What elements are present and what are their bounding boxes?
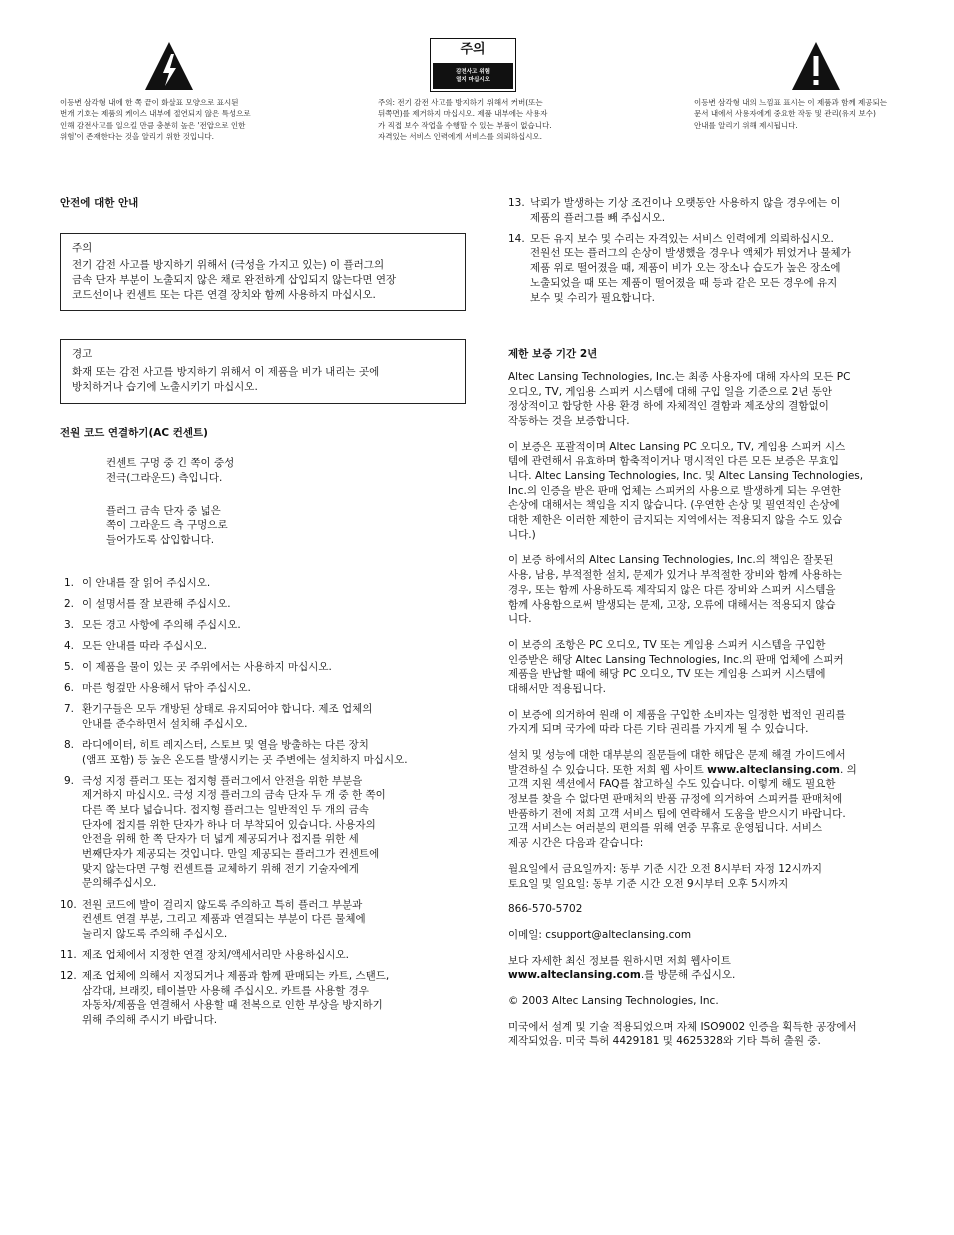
- instruction-list: [60, 576, 466, 1028]
- caution-label-subtitle: 감전사고 위험 열지 마십시오: [433, 63, 513, 89]
- list-item-text: 전원 코드에 발이 걸리지 않도록 주의하고 특히 플러그 부분과 컨센트 연결 부분, 그리고 제품과 연결되는 부분이 다른 물체에 눌리지 않도록 주의해 주십시오.: [82, 898, 366, 940]
- warranty-paragraph-2: 이 보증은 포괄적이며 Altec Lansing PC 오디오, TV, 게임용 스피커 시스 템에 관련해서 유효하며 함축적이거나 명시적인 다른 모든 보증은 무효입 니다. Altec Lansing Technologies, Inc. 및 Altec Lansing Technologies, Inc.의 인증을 받은 판매 업체는 스피커의 사용으로 발생하게 되는 우연한 손상에 대해서는 책임을 지지 않습니다. (우연한 손상 및 필연적인 손상에 대한 제한은 이러한 제한이 금지되는 지역에서는 적용되지 않을 수도 있습 니다.): [508, 440, 864, 541]
- website-link-2[interactable]: www.alteclansing.com: [508, 969, 641, 982]
- list-item-text: 환기구들은 모두 개방된 상태로 유지되어야 합니다. 제조 업체의 안내를 준수하면서 설치해 주십시오.: [82, 703, 373, 730]
- caution-label: [430, 38, 516, 92]
- list-item-number: 14.: [508, 232, 525, 245]
- list-item: [60, 702, 466, 731]
- caution-symbol-text: 주의: 전기 감전 사고를 방지하기 위해서 커버(또는 뒤쪽면)를 제거하지 마십시오. 제품 내부에는 사용자 가 직접 보수 작업을 수행할 수 있는 부품이 없습니다. 자격있는 서비스 인력에게 서비스를 의뢰하십시오.: [378, 98, 552, 141]
- website-text-b: .를 방문해 주십시오.: [640, 969, 736, 982]
- caution-label-title: 주의: [460, 42, 486, 57]
- list-item-text: 라디에이터, 히트 레지스터, 스토브 및 열을 방출하는 다른 장치 (앰프 포함) 등 높은 온도를 발생시키는 곳 주변에는 설치하지 마십시오.: [82, 738, 408, 766]
- plug-text-1: 컨센트 구멍 중 긴 쪽이 중성 전극(그라운드) 측입니다.: [106, 457, 235, 484]
- list-item: [60, 597, 466, 612]
- list-item: [60, 639, 466, 654]
- list-item-number: 12.: [60, 970, 77, 983]
- caution-box-title: 주의: [72, 241, 93, 254]
- list-item-text: 이 제품을 물이 있는 곳 주위에서는 사용하지 마십시오.: [82, 660, 332, 673]
- list-item-number: 5.: [63, 660, 74, 673]
- list-item-text: 이 안내를 잘 읽어 주십시오.: [82, 576, 211, 589]
- exclamation-warning-icon: [790, 40, 842, 92]
- list-item-number: 6.: [63, 682, 74, 695]
- website-link[interactable]: www.alteclansing.com: [707, 763, 840, 776]
- footer-note: 미국에서 설계 및 기술 적용되었으며 자체 ISO9002 인증을 획득한 공장에서 제작되었음. 미국 특허 4429181 및 4625328와 기타 특허 출원 중.: [508, 1020, 857, 1048]
- website-text-a: 보다 자세한 최신 정보를 원하시면 저희 웹사이트: [508, 954, 731, 967]
- support-email: 이메일: csupport@alteclansing.com: [508, 928, 692, 941]
- caution-box: [60, 233, 466, 312]
- list-item: [60, 969, 466, 1028]
- list-item-text: 낙뢰가 발생하는 기상 조건이나 오랫동안 사용하지 않을 경우에는 이 제품의 플러그를 빼 주십시오.: [530, 197, 841, 224]
- exclamation-symbol-text: 이등변 삼각형 내의 느낌표 표시는 이 제품과 함께 제공되는 문서 내에서 사용자에게 중요한 작동 및 관리(유지 보수) 안내를 알리기 위해 제시됩니다.: [694, 98, 887, 130]
- list-item-number: 13.: [508, 197, 525, 209]
- list-item: [60, 898, 466, 942]
- copyright: © 2003 Altec Lansing Technologies, Inc.: [508, 994, 719, 1007]
- list-item-number: 10.: [60, 898, 77, 911]
- list-item-text: 이 설명서를 잘 보관해 주십시오.: [82, 597, 231, 610]
- list-item-number: 11.: [60, 948, 77, 961]
- list-item-text: 모든 안내를 따라 주십시오.: [82, 639, 207, 652]
- list-item-number: 7.: [63, 703, 74, 716]
- support-phone: 866-570-5702: [508, 903, 583, 916]
- list-item: [60, 738, 466, 767]
- warranty-paragraph-1: Altec Lansing Technologies, Inc.는 최종 사용자에 대해 자사의 모든 PC 오디오, TV, 게임용 스피커 시스템에 대해 구입 일을 기준으로 2년 동안 정상적이고 합당한 사용 환경 하에 자체적인 결함과 제조상의 결함없이 작동하는 것을 보증합니다.: [508, 370, 851, 427]
- support-text-b: . 의 고객 지원 섹션에서 FAQ를 참고하실 수도 있습니다. 이렇게 해도 필요한 정보를 찾을 수 없다면 판매처의 반품 규정에 의거하여 스피커를 판매처에 반품하기 전에 저희 고객 서비스 팀에 연락해서 도움을 받으시기 바랍니다. 고객 서비스는 여러분의 편의를 위해 연중 무휴로 운영됩니다. 서비스 제공 시간은 다음과 같습니다:: [508, 763, 857, 850]
- warning-box: [60, 339, 466, 403]
- list-item-text: 극성 지정 플러그 또는 접지형 플러그에서 안전을 위한 부분을 제거하지 마십시오. 극성 지정 플러그의 금속 단자 두 개 중 한 쪽이 다른 쪽 보다 넓습니다. 접지형 플러그는 일반적인 두 개의 금속 단자에 접지를 위한 단자가 하나 더 부착되어 있습니다. 사용자의 안전을 위해 한 쪽 단자가 더 넓게 제공되거나 접지를 위한 세 번째단자가 제공되는 것입니다. 만일 제공되는 플러그가 컨센트에 맞지 않는다면 구형 컨센트를 교체하기 위해 전기 기술자에게 문의해주십시오.: [82, 774, 386, 890]
- list-item: [60, 948, 466, 963]
- warning-box-title: 경고: [72, 348, 93, 361]
- list-item: [60, 660, 466, 675]
- list-item-number: 8.: [63, 738, 74, 751]
- support-hours: 월요일에서 금요일까지: 동부 기준 시간 오전 8시부터 자정 12시까지 토요일 및 일요일: 동부 기준 시간 오전 9시부터 오후 5시까지: [508, 862, 822, 890]
- warranty-paragraph-5: 이 보증에 의거하여 원래 이 제품을 구입한 소비자는 일정한 법적인 권리를 가지게 되며 국가에 따라 다른 기타 권리를 가지게 될 수 있습니다.: [508, 708, 846, 736]
- instruction-list-continued: [508, 196, 918, 305]
- list-item: [508, 232, 918, 305]
- list-item-text: 마른 헝겊만 사용해서 닦아 주십시오.: [82, 682, 251, 695]
- list-item-number: 2.: [63, 597, 74, 610]
- list-item: [60, 774, 466, 892]
- list-item-text: 모든 경고 사항에 주의해 주십시오.: [82, 618, 241, 631]
- list-item: [60, 681, 466, 696]
- support-text-a: 설치 및 성능에 대한 대부분의 질문들에 대한 해답은 문제 해결 가이드에서 발견하실 수 있습니다. 또한 저희 웹 사이트: [508, 749, 846, 776]
- lightning-warning-icon: [143, 40, 195, 92]
- support-paragraph: [508, 748, 918, 851]
- list-item-number: 9.: [63, 774, 74, 787]
- list-item-text: 모든 유지 보수 및 수리는 자격있는 서비스 인력에게 의뢰하십시오. 전원선 또는 플러그의 손상이 발생했을 경우나 액체가 튀었거나 물체가 제품 위로 떨어졌을 때, 제품이 비가 오는 장소나 습도가 높은 장소에 노출되었을 때 또는 제품이 떨어졌을 때 등과 같은 모든 경우에 유지 보수 및 수리가 필요합니다.: [530, 232, 851, 304]
- list-item-text: 제조 업체에 의해서 지정되거나 제품과 함께 판매되는 카트, 스탠드, 삼각대, 브래킷, 테이블만 사용해 주십시오. 카트를 사용할 경우 자동차/제품을 연결해서 사용할 때 전복으로 인한 부상을 방지하기 위해 주의해 주시기 바랍니다.: [82, 970, 390, 1027]
- safety-title: 안전에 대한 안내: [60, 197, 139, 209]
- plug-text-2: 플러그 금속 단자 중 넓은 쪽이 그라운드 측 구멍으로 들어가도록 삽입합니다.: [106, 504, 228, 546]
- website-paragraph: [508, 954, 918, 983]
- list-item-number: 4.: [63, 639, 74, 652]
- list-item: [60, 618, 466, 633]
- warranty-paragraph-3: 이 보증 하에서의 Altec Lansing Technologies, Inc.의 책임은 잘못된 사용, 남용, 부적절한 설치, 문제가 있거나 부적절한 장비와 함께 사용하는 경우, 또는 함께 사용하도록 제작되지 않은 다른 장비와 스피커 시스템을 함께 사용함으로써 발생되는 문제, 고장, 오류에 대해서는 적용되지 않습 니다.: [508, 554, 843, 626]
- list-item-number: 1.: [63, 576, 74, 589]
- warning-box-body: 화재 또는 감전 사고를 방지하기 위해서 이 제품을 비가 내리는 곳에 방치하거나 습기에 노출시키기 마십시오.: [72, 366, 380, 393]
- list-item: [60, 576, 466, 591]
- list-item: [508, 196, 918, 225]
- power-cord-title: 전원 코드 연결하기(AC 컨센트): [60, 426, 208, 439]
- list-item-text: 제조 업체에서 지정한 연결 장치/액세서리만 사용하십시오.: [82, 948, 349, 961]
- left-column: [60, 196, 466, 1034]
- warranty-paragraph-4: 이 보증의 조항은 PC 오디오, TV 또는 게임용 스피커 시스템을 구입한 인증받은 해당 Altec Lansing Technologies, Inc.의 판매 업체에 스피커 제품을 반납할 때에 해당 PC 오디오, TV 또는 게임용 스피커 시스템에 대해서만 적용됩니다.: [508, 638, 844, 695]
- warranty-title: 제한 보증 기간 2년: [508, 348, 598, 361]
- caution-box-body: 전기 감전 사고를 방지하기 위해서 (극성을 가지고 있는) 이 플러그의 금속 단자 부분이 노출되지 않은 채로 완전하게 삽입되지 않는다면 연장 코드선이나 컨센트 또는 다른 연결 장치와 함께 사용하지 마십시오.: [72, 259, 397, 301]
- list-item-number: 3.: [63, 618, 74, 631]
- right-column: [508, 196, 918, 1049]
- lightning-symbol-text: 이등변 삼각형 내에 한 쪽 끝이 화살표 모양으로 표시된 번개 기호는 제품의 케이스 내부에 절연되지 않은 특성으로 인해 감전사고를 일으킬 만큼 충분히 높은 '전압으로 인한 위험'이 존재한다는 것을 알리기 위한 것입니다.: [60, 98, 251, 141]
